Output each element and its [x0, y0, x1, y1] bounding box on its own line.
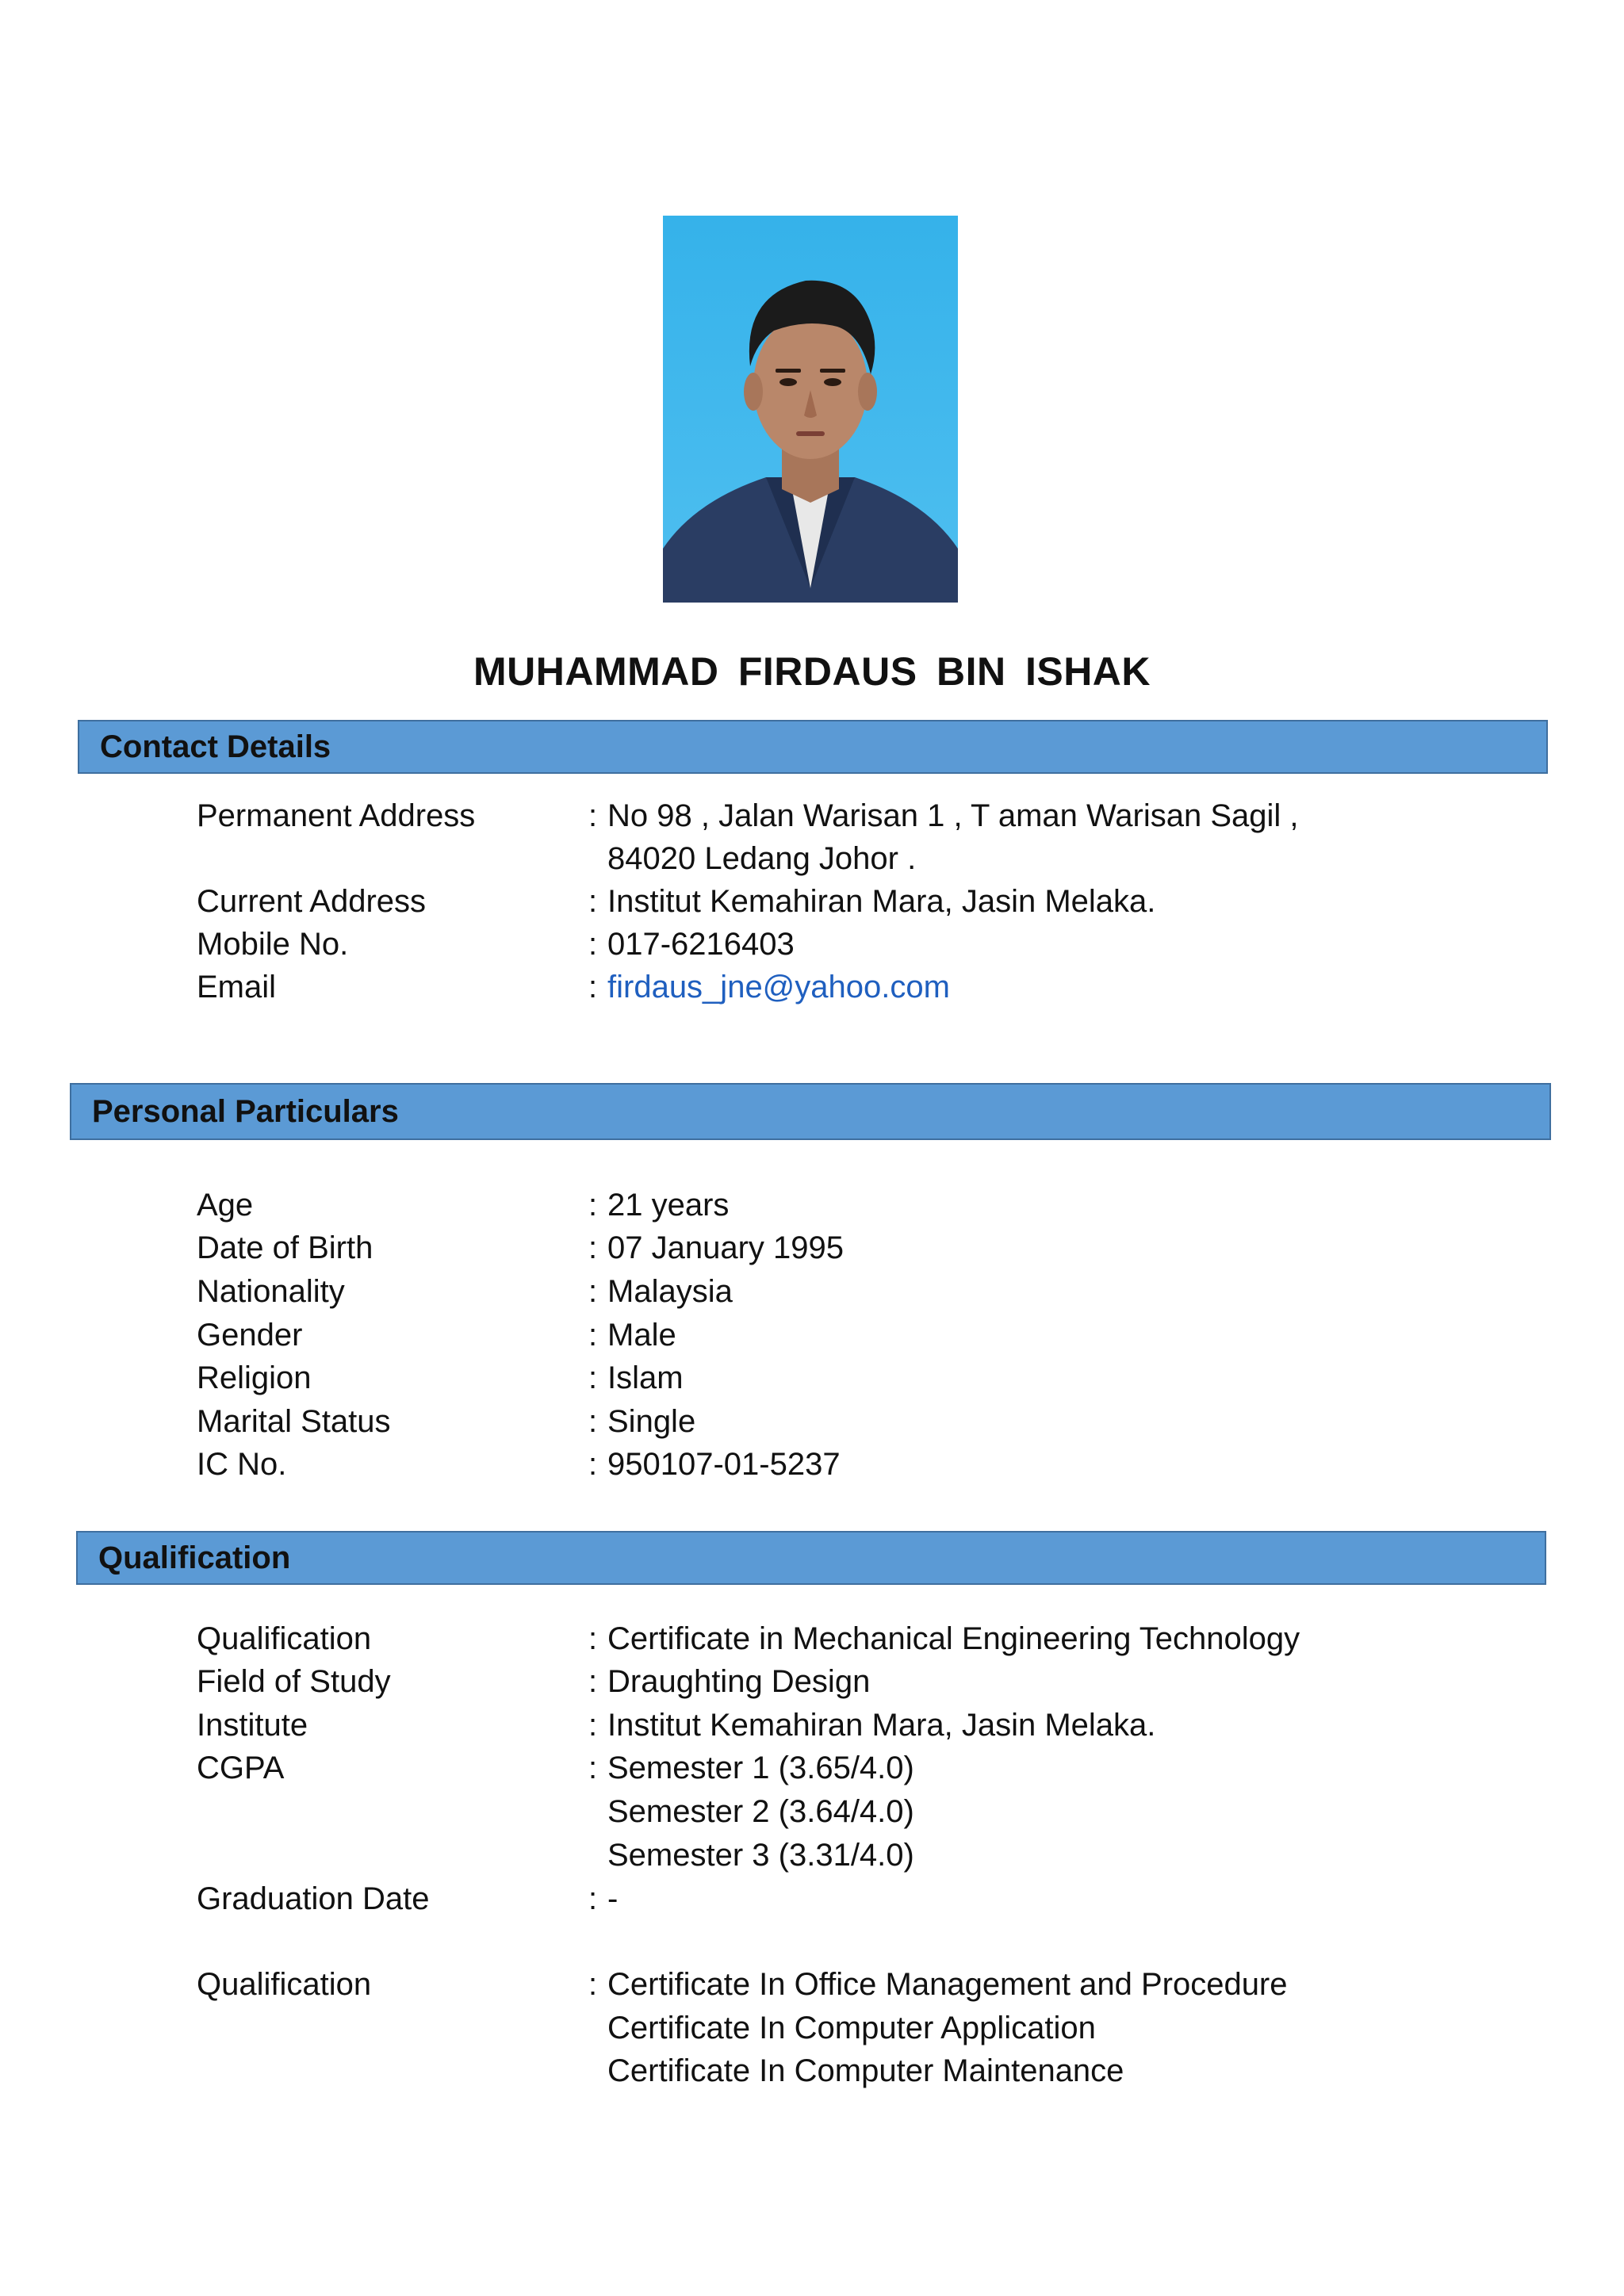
field-permanent-address-line2: 84020 Ledang Johor . [607, 841, 917, 876]
field-label: Age [197, 1188, 254, 1223]
field-label: IC No. [197, 1447, 287, 1482]
field-label: Date of Birth [197, 1230, 373, 1265]
portrait-image [663, 216, 958, 603]
field-value: Male [607, 1318, 676, 1353]
field-value: Draughting Design [607, 1664, 871, 1699]
candidate-name: MUHAMMAD FIRDAUS BIN ISHAK [473, 649, 1151, 694]
colon: : [588, 1751, 598, 1785]
field-value: No 98 , Jalan Warisan 1 , T aman Warisan Sagil , [607, 798, 1299, 833]
section-title: Qualification [98, 1540, 291, 1575]
field-label: Qualification [197, 1621, 372, 1656]
field-value: Islam [607, 1360, 684, 1395]
colon: : [588, 1881, 598, 1916]
section-header-qualification [76, 1531, 1546, 1585]
field-label: Permanent Address [197, 798, 476, 833]
certificate-item: Certificate In Computer Application [607, 2011, 1096, 2045]
field-value: - [607, 1881, 619, 1916]
field-value: 950107-01-5237 [607, 1447, 841, 1482]
colon: : [588, 1664, 598, 1699]
field-value: 017-6216403 [607, 927, 795, 962]
colon: : [588, 1188, 598, 1223]
colon: : [588, 1274, 598, 1309]
colon: : [588, 1230, 598, 1265]
section-title: Contact Details [100, 729, 331, 764]
colon: : [588, 1447, 598, 1482]
email-link[interactable]: firdaus_jne@yahoo.com [607, 970, 950, 1004]
colon: : [588, 1318, 598, 1353]
field-label: Qualification [197, 1967, 372, 2002]
colon: : [588, 1708, 598, 1743]
field-label: Gender [197, 1318, 303, 1353]
section-header-contact [78, 720, 1548, 774]
field-label: Religion [197, 1360, 312, 1395]
field-value: Malaysia [607, 1274, 733, 1309]
colon: : [588, 927, 598, 962]
field-value: Institut Kemahiran Mara, Jasin Melaka. [607, 1708, 1156, 1743]
section-title: Personal Particulars [92, 1094, 399, 1129]
cgpa-semester: Semester 2 (3.64/4.0) [607, 1794, 914, 1829]
colon: : [588, 1360, 598, 1395]
field-label: Institute [197, 1708, 308, 1743]
colon: : [588, 1967, 598, 2002]
field-label: Mobile No. [197, 927, 349, 962]
colon: : [588, 798, 598, 833]
cgpa-semester: Semester 1 (3.65/4.0) [607, 1751, 914, 1785]
cgpa-semester: Semester 3 (3.31/4.0) [607, 1838, 914, 1873]
field-label: Current Address [197, 884, 427, 919]
field-label: CGPA [197, 1751, 285, 1785]
field-label: Graduation Date [197, 1881, 430, 1916]
colon: : [588, 884, 598, 919]
field-value: 21 years [607, 1188, 730, 1223]
field-label: Field of Study [197, 1664, 391, 1699]
field-value: Institut Kemahiran Mara, Jasin Melaka. [607, 884, 1156, 919]
certificate-item: Certificate In Office Management and Procedure [607, 1967, 1288, 2002]
section-header-personal [70, 1083, 1551, 1140]
field-label: Marital Status [197, 1404, 391, 1439]
field-value: Single [607, 1404, 696, 1439]
colon: : [588, 970, 598, 1004]
certificate-item: Certificate In Computer Maintenance [607, 2053, 1124, 2088]
field-label: Nationality [197, 1274, 345, 1309]
colon: : [588, 1621, 598, 1656]
field-value: 07 January 1995 [607, 1230, 845, 1265]
colon: : [588, 1404, 598, 1439]
field-label: Email [197, 970, 277, 1004]
profile-photo [663, 216, 958, 603]
field-value: Certificate in Mechanical Engineering Technology [607, 1621, 1300, 1656]
